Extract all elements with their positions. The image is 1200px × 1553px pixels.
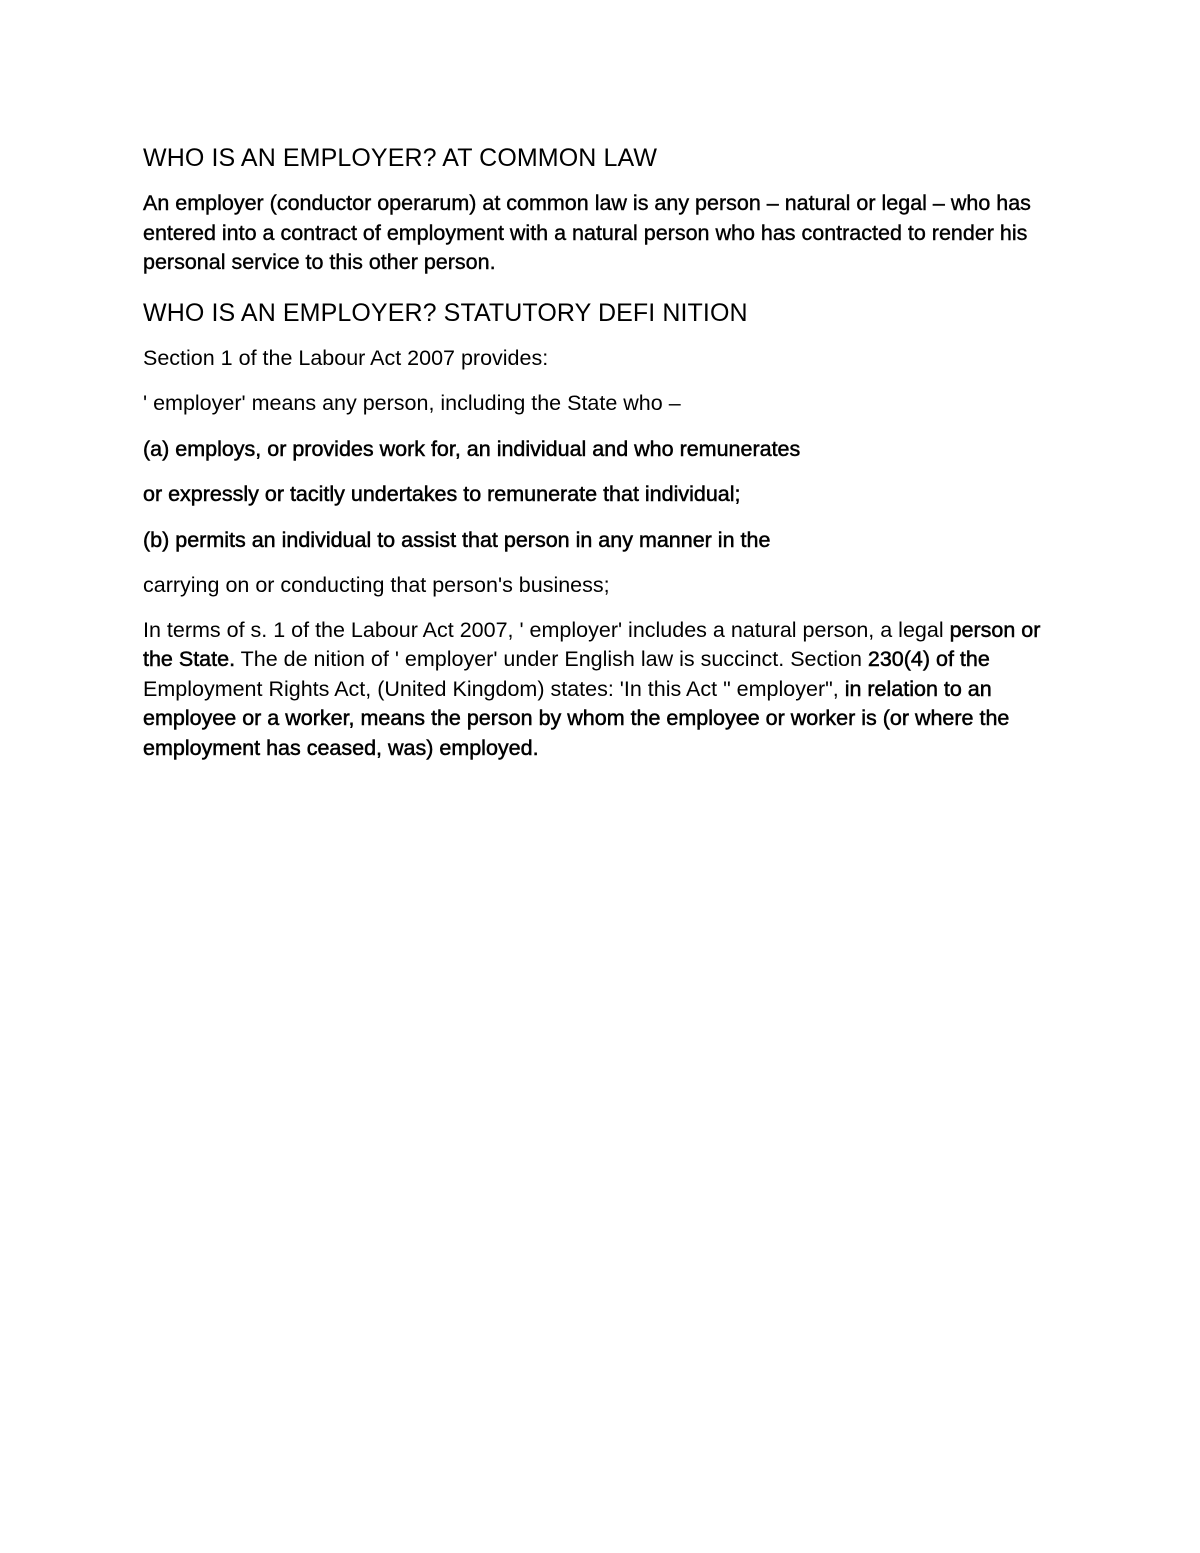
heading-common-law: WHO IS AN EMPLOYER? AT COMMON LAW (143, 144, 658, 172)
heading-statutory-definition: WHO IS AN EMPLOYER? STATUTORY DEFI NITION (143, 298, 748, 327)
statute-line-5: (b) permits an individual to assist that person in any manner in the (143, 527, 771, 552)
statute-line-6: carrying on or conducting that person's business; (143, 573, 610, 597)
final-text-part-5: Employment Rights Act, (United Kingdom) states: 'In this Act " employer", (143, 676, 845, 701)
final-text-part-6: in relation to an employee or a worker, means the person by whom the employee or worker is (or where the employment has ceased, was) employed. (143, 676, 1010, 760)
final-text-part-1: In terms of s. 1 of the Labour Act 2007, ' employer' includes a natural person, a legal (143, 617, 950, 642)
final-text-part-3: The de nition of ' employer' under English law is succinct. Section (235, 647, 868, 671)
statute-line-3: (a) employs, or provides work for, an individual and who remunerates (143, 436, 801, 461)
statute-line-1: Section 1 of the Labour Act 2007 provides: (143, 345, 549, 370)
document-content (143, 141, 1073, 779)
statute-line-4: or expressly or tacitly undertakes to remunerate that individual; (143, 482, 741, 506)
final-text-part-2: person or the State. (143, 617, 1041, 671)
final-text-part-4: 230(4) of the (867, 647, 990, 671)
statute-line-2: ' employer' means any person, including the State who – (143, 391, 681, 415)
paragraph-common-law-definition: An employer (conductor operarum) at common law is any person – natural or legal – who has entered into a contract of employment with a natural person who has contracted to render his personal service to this other person. (143, 191, 1031, 274)
paragraph-employer-terms (143, 616, 1073, 764)
